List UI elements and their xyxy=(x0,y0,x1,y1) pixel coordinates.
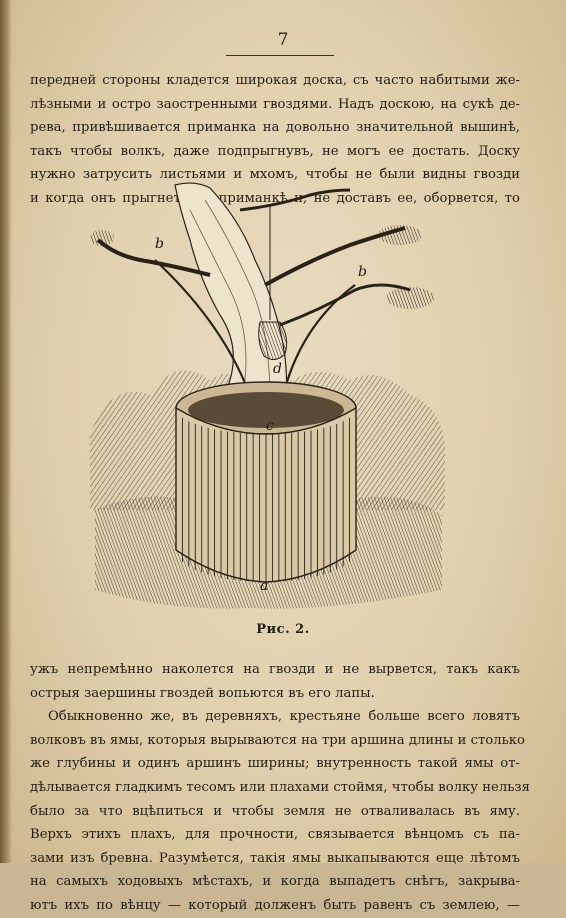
text-line: зами изъ бревна. Разумѣется, такія ямы выкапываются еще лѣтомъ xyxy=(30,850,520,866)
text-line: волковъ въ ямы, которыя вырываются на три аршина длины и столько xyxy=(30,732,525,748)
wolf-trap-illustration xyxy=(80,180,452,610)
text-line: же глубины и одинъ аршинъ ширины; внутренность такой ямы от- xyxy=(30,756,520,772)
text-line: передней стороны кладется широкая доска, съ часто набитыми же- xyxy=(30,73,520,88)
bottom-paragraphs xyxy=(30,658,530,918)
figure-label-b-left: b xyxy=(155,236,164,252)
page-binding-edge xyxy=(0,0,12,863)
leaf-cluster xyxy=(378,225,422,245)
text-line: такъ чтобы волкъ, даже подпрыгнувъ, не могъ ее достать. Доску xyxy=(30,143,520,159)
leaf-cluster xyxy=(386,287,434,309)
text-line: на самыхъ ходовыхъ мѣстахъ, и когда выпадетъ снѣгъ, закрыва- xyxy=(30,874,520,890)
text-line: и когда онъ прыгнетъ къ приманкѣ и, не доставъ ее, оборвется, то xyxy=(30,190,520,206)
hanging-bait xyxy=(259,322,287,360)
text-line: нужно затрусить листьями и мхомъ, чтобы не были видны гвозди xyxy=(30,167,520,183)
figure-label-a: a xyxy=(260,578,269,594)
leaf-cluster xyxy=(90,230,114,246)
text-line: рева, привѣшивается приманка на довольно значительной вышинѣ, xyxy=(30,120,520,136)
text-line: ютъ ихъ по вѣнцу — который долженъ быть равенъ съ землею, — xyxy=(30,897,520,913)
page-number: 7 xyxy=(277,30,289,50)
text-line: Обыкновенно же, въ деревняхъ, крестьяне больше всего ловятъ xyxy=(48,709,520,725)
text-line: дѣлывается гладкимъ тесомъ или плахами стоймя, чтобы волку нельзя xyxy=(30,779,530,795)
figure-caption: Рис. 2. xyxy=(256,622,310,637)
branch-top-right xyxy=(240,190,350,210)
text-line: ужъ непремѣнно наколется на гвозди и не вырвется, такъ какъ xyxy=(30,662,520,677)
header-rule xyxy=(226,55,334,56)
text-line: лѣзными и остро заостренными гвоздями. Надъ доскою, на сукѣ де- xyxy=(30,96,520,112)
text-line: Верхъ этихъ плахъ, для прочности, связывается вѣнцомъ съ па- xyxy=(30,827,520,843)
figure-label-d: d xyxy=(273,361,282,377)
text-line: острыя заершины гвоздей вопьются въ его лапы. xyxy=(30,685,375,701)
figure-label-c: c xyxy=(266,418,274,434)
text-line: было за что вцѣпиться и чтобы земля не отваливалась въ яму. xyxy=(30,803,520,819)
figure-label-b-right: b xyxy=(358,264,367,280)
